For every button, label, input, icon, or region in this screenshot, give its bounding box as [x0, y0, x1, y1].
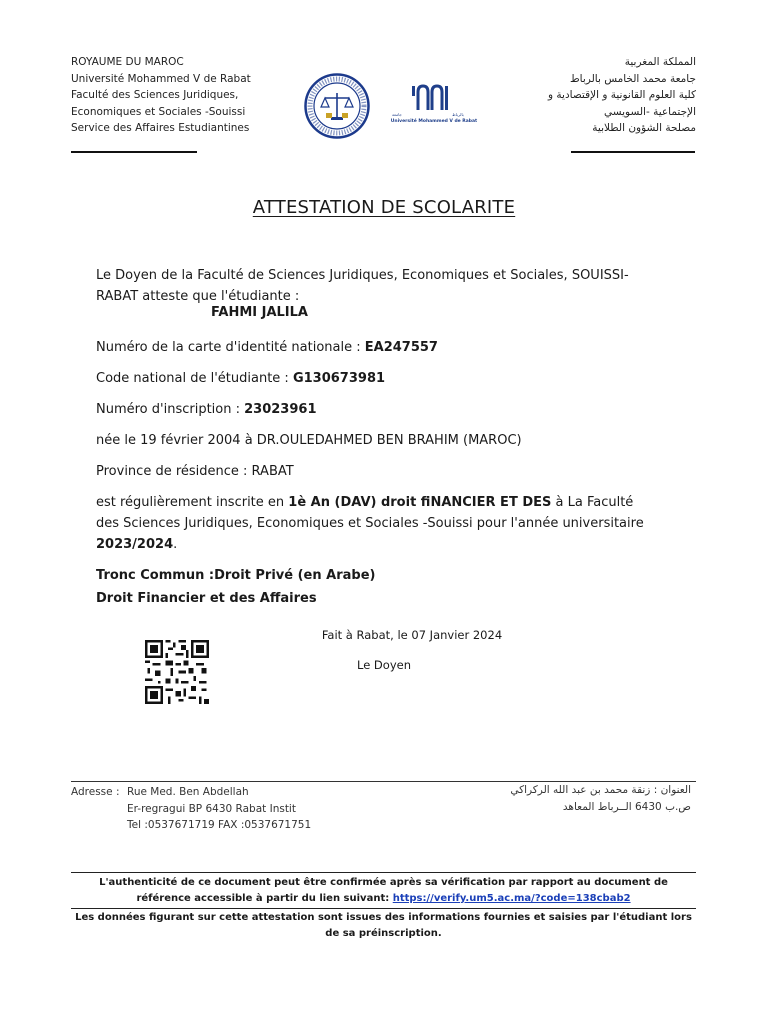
enrolment-prefix: est régulièrement inscrite en — [96, 495, 289, 510]
inscription-value: 23023961 — [244, 402, 317, 417]
cin-value: EA247557 — [364, 340, 438, 355]
header-line: Economiques et Sociales -Souissi — [71, 105, 246, 118]
address-line-ar: العنوان : زنقة محمد بن عبد الله الركراكي — [510, 784, 691, 796]
header-line: Université Mohammed V de Rabat — [71, 72, 251, 85]
address-french — [127, 784, 311, 834]
document-title — [0, 197, 768, 218]
header-right-rule — [571, 151, 695, 153]
tronc-commun: Tronc Commun :Droit Privé (en Arabe) — [96, 568, 376, 583]
document-title-text: ATTESTATION DE SCOLARITE — [252, 197, 516, 218]
enrolment-middle: à La Faculté des Sciences Juridiques, Economiques et Sociales -Souissi pour l'année universitaire — [96, 495, 644, 531]
student-code-value: G130673981 — [292, 371, 386, 386]
header-line: Faculté des Sciences Juridiques, — [71, 89, 239, 101]
cin-label: Numéro de la carte d'identité nationale : — [96, 340, 365, 355]
header-line: Service des Affaires Estudiantines — [71, 122, 250, 134]
student-name: FAHMI JALILA — [211, 305, 308, 320]
header-line-ar: المملكة المغربية — [624, 56, 696, 68]
header-line-ar: مصلحة الشؤون الطلابية — [592, 122, 696, 134]
data-source-notice: Les données figurant sur cette attestation sont issues des informations fournies et saisies par l'étudiant lors de sa préinscription. — [75, 912, 692, 939]
svg-text:ﺟﺎﻣﻌﺔ: ﺟﺎﻣﻌﺔ — [392, 112, 402, 117]
student-code-label: Code national de l'étudiante : — [96, 371, 293, 386]
address-line: Rue Med. Ben Abdellah — [127, 786, 249, 798]
header-line: ROYAUME DU MAROC — [71, 56, 184, 68]
enrolment-year: 2023/2024 — [96, 537, 174, 552]
logo-caption: Université Mohammed V de Rabat — [390, 119, 478, 124]
header-line-ar: الإجتماعية -السويسي — [604, 105, 696, 118]
signature-title: Le Doyen — [357, 658, 411, 672]
province-line: Province de résidence : RABAT — [96, 464, 294, 479]
verification-notice — [71, 872, 696, 909]
signature-place-date: Fait à Rabat, le 07 Janvier 2024 — [321, 628, 503, 642]
student-code-line — [96, 368, 656, 389]
verification-link[interactable]: https://verify.um5.ac.ma/?code=138cbab2 — [392, 893, 631, 904]
faculty-seal-icon — [304, 73, 370, 139]
header-arabic-block — [516, 54, 696, 137]
verification-text: L'authenticité de ce document peut être confirmée après sa vérification par rapport au document de référence accessible à partir du lien suivant: — [99, 877, 668, 904]
cin-line — [96, 337, 656, 358]
birth-line: née le 19 février 2004 à DR.OULEDAHMED BEN BRAHIM (MAROC) — [96, 433, 522, 448]
inscription-line — [96, 399, 656, 420]
address-line-ar: ص.ب 6430 الــرباط المعاهد — [562, 801, 691, 813]
intro-paragraph: Le Doyen de la Faculté de Sciences Juridiques, Economiques et Sociales, SOUISSI-RABAT atteste que l'étudiante : — [96, 268, 629, 304]
header-left-rule — [71, 151, 197, 153]
qr-code-icon — [145, 640, 209, 704]
inscription-label: Numéro d'inscription : — [96, 402, 245, 417]
address-line: Er-regragui BP 6430 Rabat Instit — [127, 802, 296, 815]
address-arabic — [471, 782, 691, 816]
enrolment-paragraph — [96, 492, 656, 555]
address-label: Adresse : — [71, 786, 120, 798]
svg-text:ﺑﺎﻟﺮﺑﺎﻁ: ﺑﺎﻟﺮﺑﺎﻁ — [452, 112, 464, 117]
header-line-ar: كلية العلوم القانونية و الإقتصادية و — [547, 89, 696, 101]
address-line: Tel :0537671719 FAX :0537671751 — [127, 819, 312, 831]
enrolment-program: 1è An (DAV) droit fiNANCIER ET DES — [288, 495, 552, 510]
header-french-block — [71, 54, 251, 137]
filiere: Droit Financier et des Affaires — [96, 591, 317, 606]
enrolment-suffix: . — [173, 537, 178, 552]
authenticity-notice — [71, 872, 696, 943]
header-line-ar: جامعة محمد الخامس بالرباط — [569, 72, 696, 85]
